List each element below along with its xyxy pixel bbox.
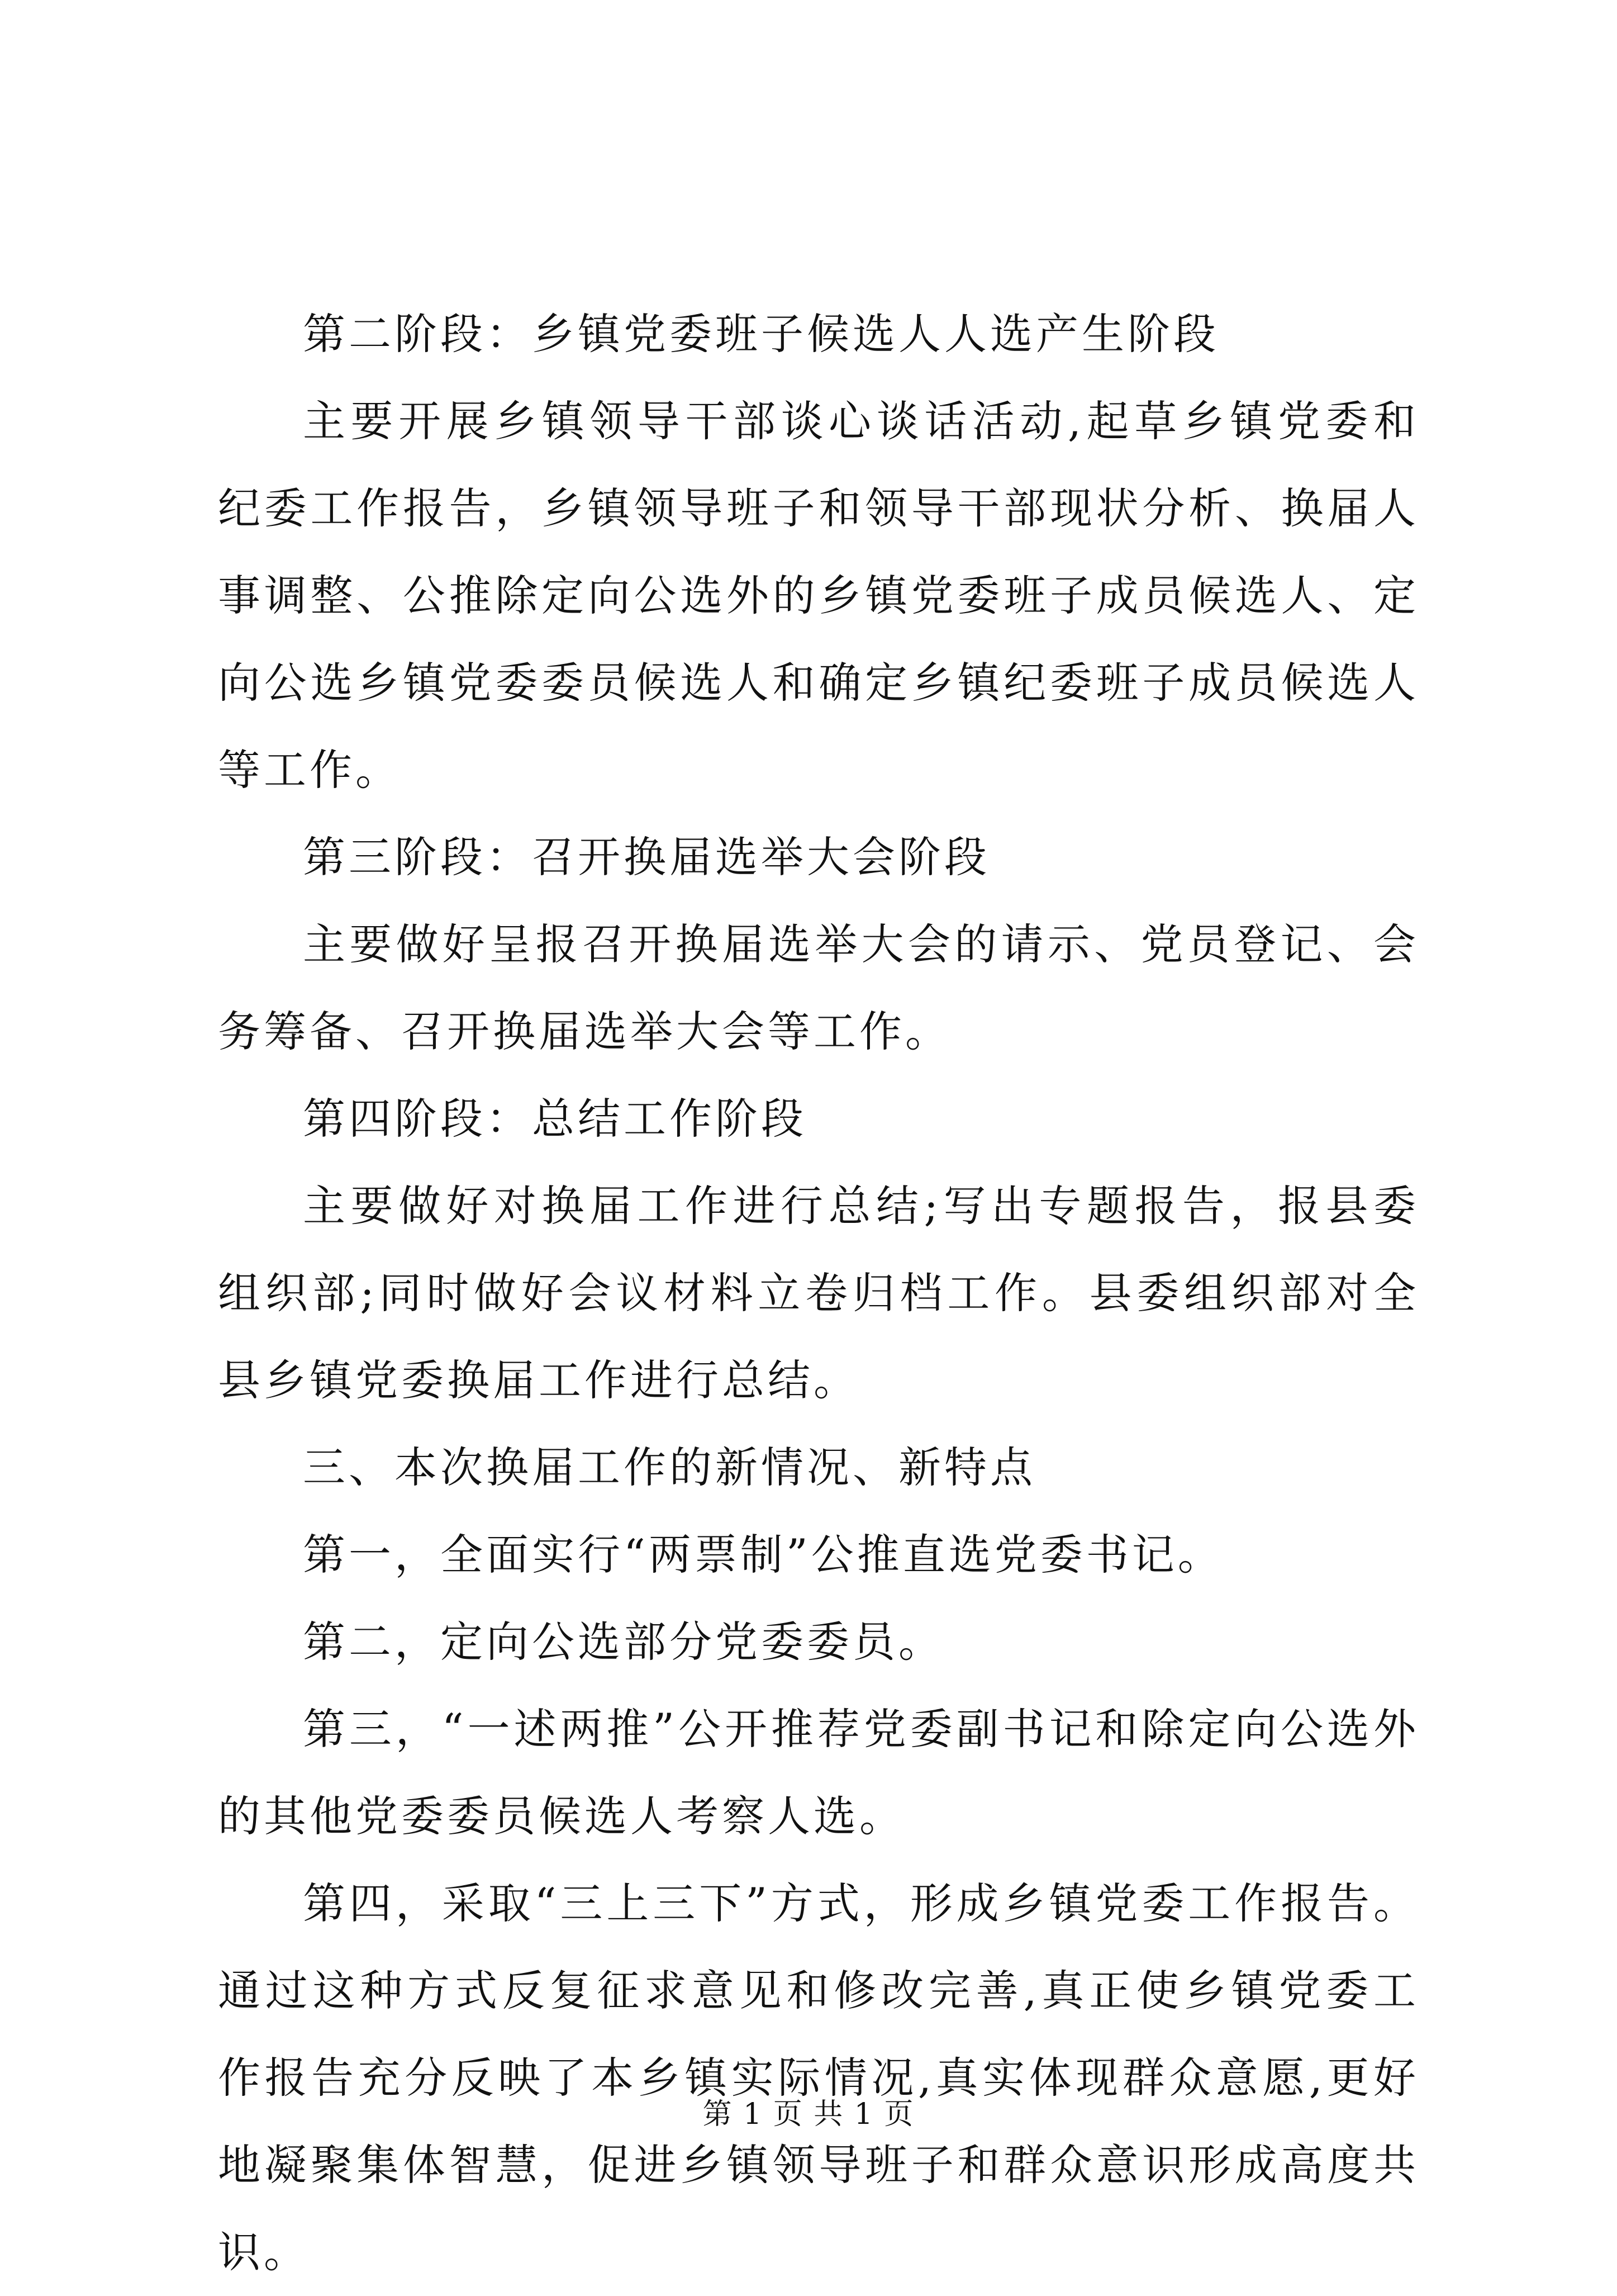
feature-four: 第四，采取“三上三下”方式，形成乡镇党委工作报告。通过这种方式反复征求意见和修改完善,真正使乡镇党委工作报告充分反映了本乡镇实际情况,真实体现群众意愿,更好地凝聚集体智慧，促进乡镇领导班子和群众意识形成高度共识。: [218, 1878, 1419, 2277]
feature-two: 第二，定向公选部分党委委员。: [303, 1617, 944, 1667]
stage-two-body: 主要开展乡镇领导干部谈心谈话活动,起草乡镇党委和纪委工作报告，乡镇领导班子和领导干部现状分析、换届人事调整、公推除定向公选外的乡镇党委班子成员候选人、定向公选乡镇党委委员候选人和确定乡镇纪委班子成员候选人等工作。: [218, 396, 1419, 795]
stage-two-heading: 第二阶段：乡镇党委班子候选人人选产生阶段: [303, 309, 1219, 359]
stage-three-heading: 第三阶段：召开换届选举大会阶段: [303, 832, 990, 882]
stage-three-body: 主要做好呈报召开换届选举大会的请示、党员登记、会务筹备、召开换届选举大会等工作。: [218, 919, 1419, 1056]
stage-four-body: 主要做好对换届工作进行总结;写出专题报告，报县委组织部;同时做好会议材料立卷归档工作。县委组织部对全县乡镇党委换届工作进行总结。: [218, 1181, 1419, 1405]
document-body: [218, 291, 1419, 2296]
page-footer: 第 1 页 共 1 页: [702, 2098, 915, 2131]
stage-four-heading: 第四阶段：总结工作阶段: [303, 1094, 807, 1144]
feature-one: 第一，全面实行“两票制”公推直选党委书记。: [303, 1530, 1224, 1579]
section-three-heading: 三、本次换届工作的新情况、新特点: [303, 1443, 1036, 1492]
feature-three: 第三，“一述两推”公开推荐党委副书记和除定向公选外的其他党委委员候选人考察人选。: [218, 1704, 1419, 1841]
